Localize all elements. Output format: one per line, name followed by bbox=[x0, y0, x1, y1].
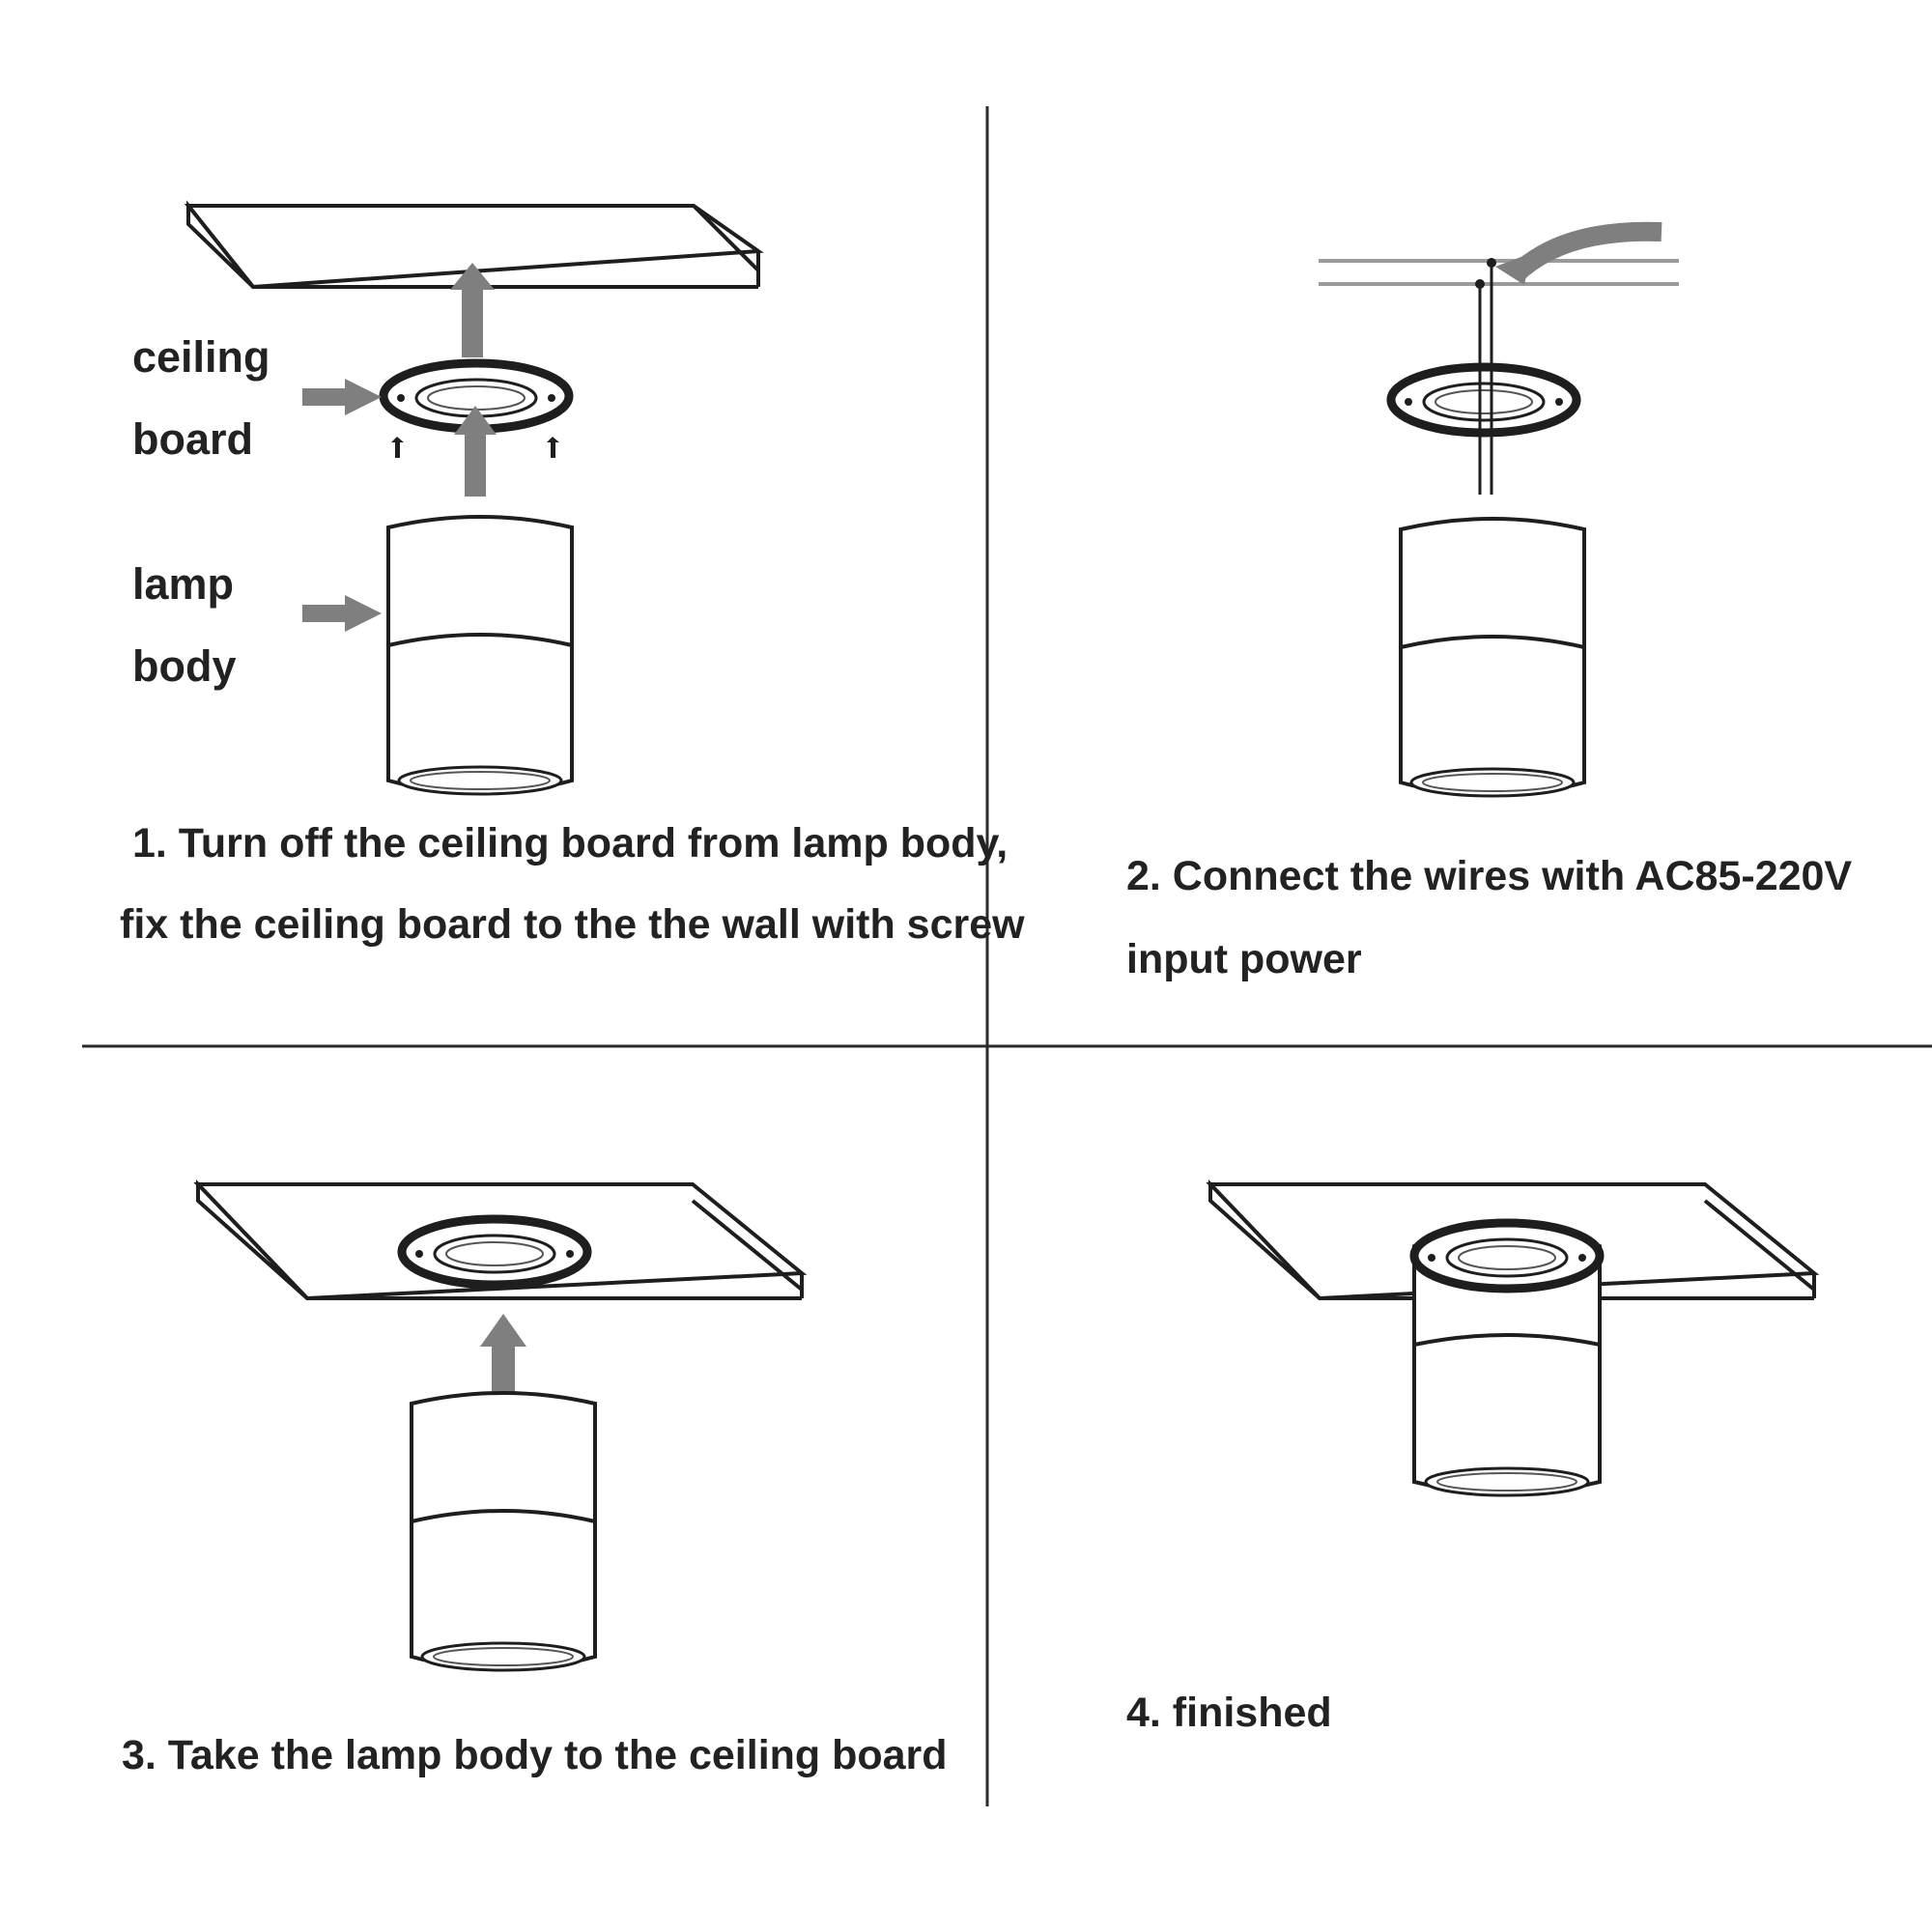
step3-caption: 3. Take the lamp body to the ceiling board bbox=[122, 1732, 948, 1778]
arrow-icon bbox=[1495, 253, 1531, 285]
step2-caption-line2: input power bbox=[1126, 936, 1362, 982]
step4-caption: 4. finished bbox=[1126, 1690, 1332, 1736]
label-lamp: lamp bbox=[132, 559, 235, 609]
lamp-body bbox=[1401, 519, 1584, 796]
lamp-body bbox=[388, 517, 572, 794]
step2-caption-line1: 2. Connect the wires with AC85-220V bbox=[1126, 853, 1853, 899]
step1-caption-line1: 1. Turn off the ceiling board from lamp body, bbox=[132, 820, 1009, 867]
panel-dividers bbox=[82, 106, 1932, 1806]
arrow-right-icon bbox=[302, 595, 382, 632]
arrow-up-icon bbox=[480, 1314, 526, 1398]
step1-caption-line2: fix the ceiling board to the the wall with screw bbox=[120, 901, 1025, 948]
screw-icon bbox=[547, 437, 559, 458]
ceiling-ring bbox=[1414, 1223, 1600, 1289]
step4-illustration bbox=[1210, 1184, 1814, 1495]
arrow-right-icon bbox=[302, 379, 382, 415]
step3-illustration bbox=[198, 1184, 802, 1670]
ceiling-ring bbox=[402, 1219, 587, 1285]
label-board: board bbox=[132, 414, 254, 464]
step1-illustration bbox=[188, 206, 758, 794]
lamp-body bbox=[412, 1393, 595, 1670]
ceiling-ring bbox=[1391, 367, 1577, 433]
label-body: body bbox=[132, 641, 237, 691]
step2-illustration bbox=[1319, 232, 1679, 796]
arrow-up-icon bbox=[450, 263, 495, 357]
screw-icon bbox=[391, 437, 404, 458]
label-ceiling: ceiling bbox=[132, 332, 270, 382]
